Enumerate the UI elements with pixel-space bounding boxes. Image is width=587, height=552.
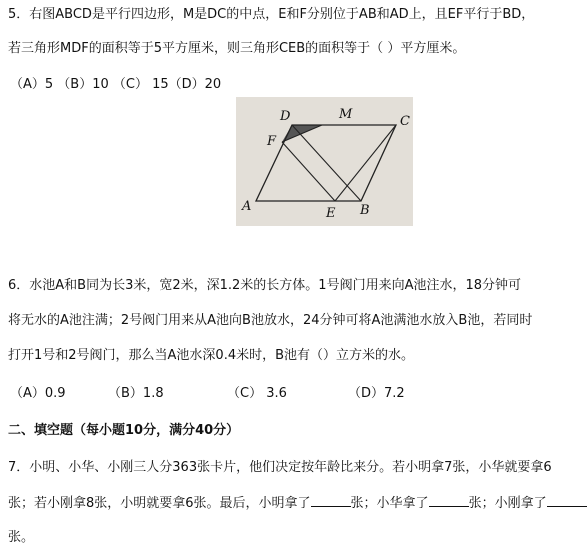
- q7-line1: 7．小明、小华、小刚三人分363张卡片，他们决定按年龄比来分。若小明拿7张，小华就要拿6: [8, 460, 552, 475]
- label-m: M: [339, 107, 353, 122]
- q6-line1: 6．水池A和B同为长3米，宽2米，深1.2米的长方体。1号阀门用来向A池注水，18分钟可: [8, 278, 522, 293]
- q6-line3: 打开1号和2号阀门，那么当A池水深0.4米时，B池有（）立方米的水。: [8, 348, 415, 363]
- q5-options: （A）5 （B）10 （C） 15（D）20: [10, 77, 222, 92]
- q7-line2-text-a: 张；若小刚拿8张，小明就要拿6张。最后，小明拿了: [8, 496, 311, 511]
- label-c: C: [400, 114, 410, 129]
- q5-line2: 若三角形MDF的面积等于5平方厘米，则三角形CEB的面积等于（ ）平方厘米。: [8, 41, 466, 56]
- label-f: F: [267, 134, 277, 149]
- answer-blank-xiaoming[interactable]: [311, 494, 351, 507]
- q7-line2-text-c: 张；小刚拿了: [468, 496, 547, 511]
- label-e: E: [326, 206, 336, 221]
- q6-option-c: （C） 3.6: [227, 386, 287, 401]
- answer-blank-xiaogang[interactable]: [547, 494, 587, 507]
- q7-line2-text-b: 张；小华拿了: [350, 496, 429, 511]
- label-b: B: [360, 203, 370, 218]
- label-a: A: [242, 199, 252, 214]
- q5-line1: 5．右图ABCD是平行四边形，M是DC的中点，E和F分别位于AB和AD上，且EF平行于BD，: [8, 7, 535, 22]
- answer-blank-xiaohua[interactable]: [429, 494, 469, 507]
- q6-option-d: （D）7.2: [348, 386, 405, 401]
- q7-line2: [8, 494, 587, 513]
- label-d: D: [280, 109, 291, 124]
- q6-option-b: （B）1.8: [108, 386, 164, 401]
- q6-option-a: （A）0.9: [10, 386, 66, 401]
- q7-line3: 张。: [8, 530, 35, 545]
- parallelogram-figure: [236, 97, 413, 226]
- q6-line2: 将无水的A池注满；2号阀门用来从A池向B池放水，24分钟可将A池满池水放入B池，若同时: [8, 313, 533, 328]
- section-title: 二、填空题（每小题10分，满分40分）: [8, 423, 240, 438]
